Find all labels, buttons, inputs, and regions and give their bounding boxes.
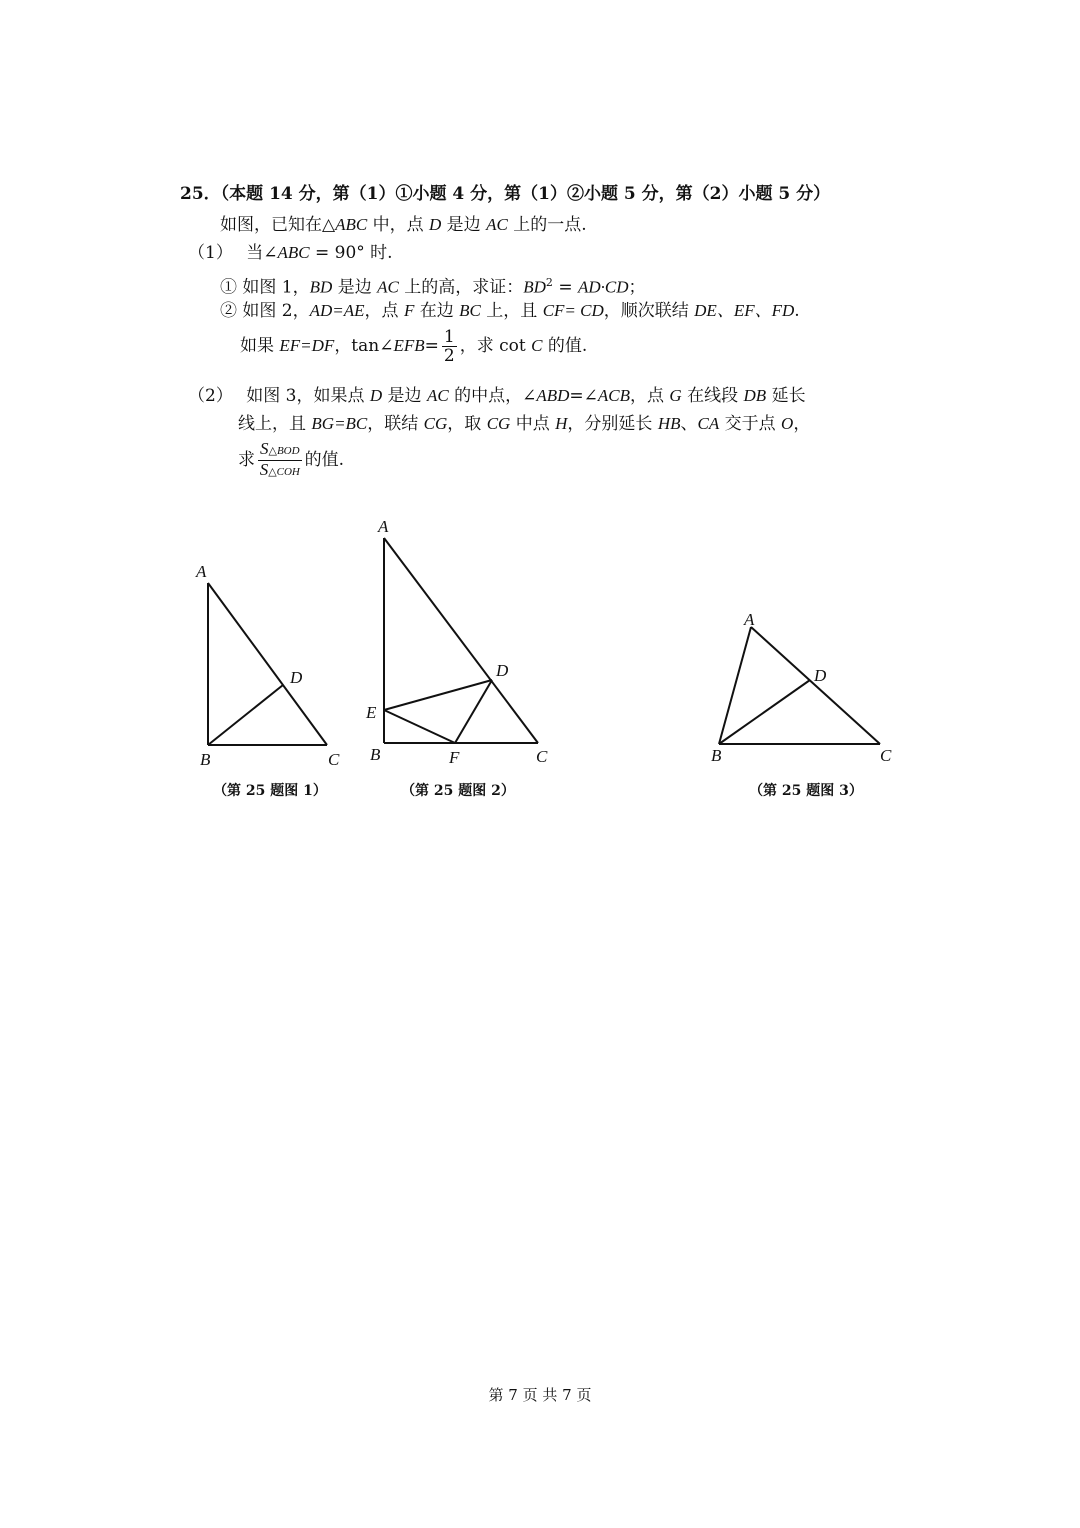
fig1-segment-bd bbox=[208, 685, 283, 745]
fig3-label-b: B bbox=[711, 746, 722, 765]
area-ratio-fraction: $\frac{\text{S△BOD}}{\text{S△COH}}$ bbox=[259, 439, 300, 479]
part1-label: （1） bbox=[188, 243, 233, 263]
fig2-side-ac bbox=[384, 538, 538, 743]
sub-question-2: ② 如图 2，AD=AE，点 F 在边 BC 上，且 CF= CD，顺次联结 DE、EF、FD. bbox=[220, 301, 800, 321]
fig3-segment-bd bbox=[719, 680, 810, 744]
fig2-label-c: C bbox=[536, 747, 548, 766]
part2-label: （2） bbox=[188, 386, 233, 406]
fig3-side-ac bbox=[751, 627, 880, 744]
figure-3-caption: （第 25 题图 3） bbox=[749, 783, 863, 799]
part2-line-3: 求 $\frac{\text{S△BOD}}{\text{S△COH}}$ 的值. bbox=[238, 439, 344, 479]
figure-2 bbox=[360, 510, 560, 780]
sub-question-2-condition: 如果 EF=DF，tan∠EFB= $\frac{1}{2}$ ，求 cot C 的值. bbox=[240, 327, 588, 366]
fig2-segment-ef bbox=[384, 710, 455, 743]
figure-3 bbox=[700, 605, 910, 775]
fig2-label-e: E bbox=[366, 703, 377, 722]
figure-2-caption: （第 25 题图 2） bbox=[401, 783, 515, 799]
fig1-label-a: A bbox=[196, 562, 207, 581]
fig2-label-b: B bbox=[370, 745, 381, 764]
fig1-label-d: D bbox=[290, 668, 303, 687]
part2-line: （2） 如图 3，如果点 D 是边 AC 的中点，∠ABD=∠ACB，点 G 在线段 DB 延长 bbox=[188, 386, 806, 406]
fig1-side-ac bbox=[208, 583, 327, 745]
question-header: 25．（本题 14 分，第（1）①小题 4 分，第（1）②小题 5 分，第（2）小题 5 分） bbox=[180, 184, 831, 204]
fig3-label-c: C bbox=[880, 746, 892, 765]
page-footer: 第 7 页 共 7 页 bbox=[488, 1386, 592, 1404]
fig1-label-b: B bbox=[200, 750, 211, 769]
figure-1-caption: （第 25 题图 1） bbox=[213, 783, 327, 799]
fig3-side-ab bbox=[719, 627, 751, 744]
fraction-one-half: $\frac{1}{2}$ bbox=[443, 327, 455, 366]
part2-line-2: 线上，且 BG=BC，联结 CG，取 CG 中点 H，分别延长 HB、CA 交于点 O， bbox=[238, 414, 811, 434]
fig3-label-a: A bbox=[744, 610, 755, 629]
fig2-label-f: F bbox=[449, 748, 460, 767]
fig2-label-a: A bbox=[378, 517, 389, 536]
figure-1 bbox=[180, 555, 370, 775]
fig2-label-d: D bbox=[496, 661, 509, 680]
fig3-label-d: D bbox=[814, 666, 827, 685]
fig1-label-c: C bbox=[328, 750, 340, 769]
part1-line: （1） 当∠ABC = 90° 时. bbox=[188, 243, 393, 263]
sub-question-1: ① 如图 1，BD 是边 AC 上的高，求证：$BD^2 = AD\cdot CD$； bbox=[220, 276, 646, 298]
fig2-segment-de bbox=[384, 680, 492, 710]
question-intro: 如图，已知在△ABC 中，点 D 是边 AC 上的一点. bbox=[220, 215, 587, 235]
